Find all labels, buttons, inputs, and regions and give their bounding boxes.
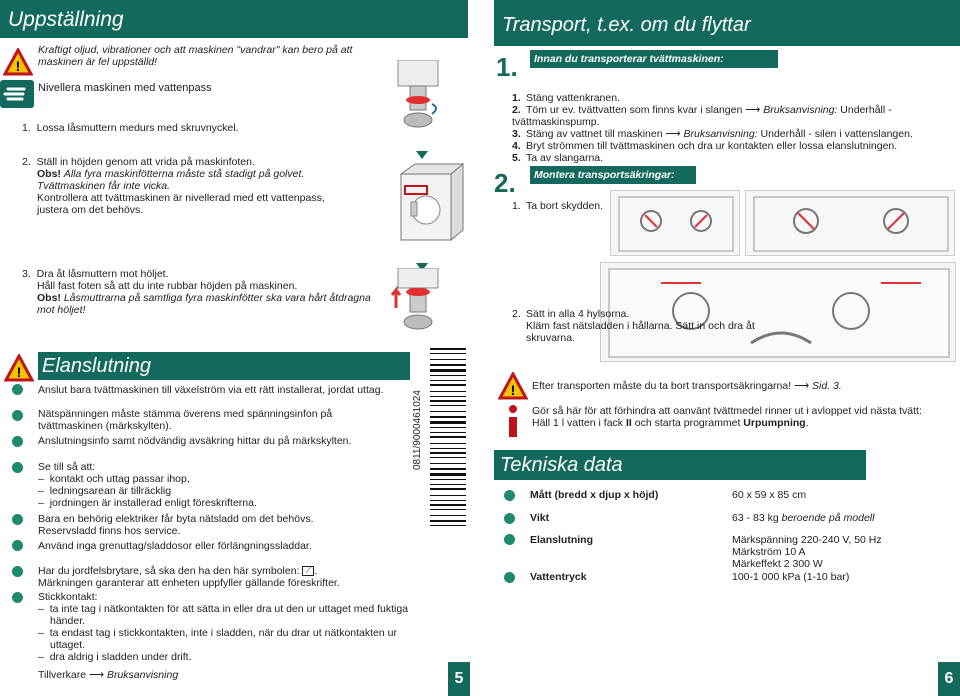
elec-item-2: Nätspänningen måste stämma överens med spänningsinfon på tvättmaskinen (märkskylten). [38,408,333,432]
elec-item-3: Anslutningsinfo samt nödvändig avsäkring hittar du på märkskylten. [38,435,352,447]
tech-value: 60 x 59 x 85 cm [732,489,807,501]
section-number: 1. [496,52,518,82]
bullet-dot [12,410,23,421]
elec-item-5: Bara en behörig elektriker får byta nätsladd om det behövs. Reservsladd finns hos service. [38,513,314,537]
tech-value: 63 - 83 kg beroende på modell [732,512,875,524]
info-text: Gör så här för att förhindra att oanvänt tvättmedel rinner ut i avloppet vid nästa tvätt: Häll 1 l vatten i fack II och starta programmet Urpumpning. [532,405,922,429]
section-title: Innan du transporterar tvättmaskinen: [534,53,724,65]
tech-title-bar [494,450,866,480]
tech-title: Tekniska data [500,454,623,476]
elec-item-4: Se till så att: – kontakt och uttag passar ihop, – ledningsarean är tillräcklig – jordningen är installerad enligt föreskrifterna. [38,461,257,509]
bullet-dot [12,540,23,551]
arrow-right-icon: ⟶ [665,128,681,140]
section-title-bar [530,166,696,184]
info-icon [504,404,522,438]
elec-title-bar [38,352,410,380]
arrow-right-icon: ⟶ [88,669,105,681]
section-title-bar [530,50,778,68]
page-number: 5 [454,670,464,687]
warning-icon [4,354,34,382]
tech-value: Märkspänning 220-240 V, 50 Hz Märkström 10 A Märkeffekt 2 300 W [732,534,882,570]
foot-illustration-1 [388,60,448,140]
washer-illustration [395,158,465,246]
page-number-box [448,662,470,696]
bullet-dot [12,384,23,395]
tech-value: 100-1 000 kPa (1-10 bar) [732,571,850,583]
tech-key: Vattentryck [530,571,587,583]
elec-item-8: Stickkontakt: – ta inte tag i nätkontakten för att sätta in eller dra ut den ur uttaget med fuktiga händer. – ta endast tag i stickkontakten, inte i sladden, när du drar ut nätkontakten ur uttaget. – dra aldrig i sladden under drift. [38,591,409,663]
title-bar-transport [494,0,960,46]
bullet-dot [504,490,515,501]
steps-list: 1. Stäng vattenkranen. 2. Töm ur ev. tvättvatten som finns kvar i slangen ⟶ Bruksanvisning: Underhåll - tvättmaskinspump. 3. Stäng av vattnet till maskinen ⟶ Bruksanvisning: Underhåll - silen i vattenslangen. 4. Bryt strömmen till tvättmaskinen och dra ur kontakten eller lossa elanslutningen. 5. Ta av slangarna. [512,92,913,164]
svg-text:!: ! [15,58,21,74]
elec-item-7: Har du jordfelsbrytare, så ska den ha den här symbolen: ⟋ . Märkningen garanterar att enheten uppfyller gällande föreskrifter. [38,565,340,589]
barcode-number: 0811/9000461024 [412,390,423,470]
arrow-down-icon [416,146,428,154]
warning-icon [498,372,528,400]
bullet-dot [12,462,23,473]
sub-step-1: 1. Ta bort skydden. [512,200,604,212]
tech-key: Mått (bredd x djup x höjd) [530,489,659,501]
page-number: 6 [944,670,954,687]
tech-key: Vikt [530,512,550,524]
bullet-dot [504,572,515,583]
barcode [430,348,466,526]
arrow-down-icon [416,258,428,266]
section-title: Montera transportsäkringar: [534,169,675,181]
elec-title: Elanslutning [42,355,151,377]
rcd-symbol-icon: ⟋ [302,566,314,576]
elec-item-1: Anslut bara tvättmaskinen till växelström via ett rätt installerat, jordat uttag. [38,384,384,396]
page-title: Uppställning [8,8,124,31]
step3: 3. Dra åt låsmuttern mot höljet. Håll fast foten så att du inte rubbar höjden på maskinen. Obs! Låsmuttrarna på samtliga fyra maskinfötter ska vara hårt åtdragna mot höljet! [22,268,371,316]
transport-illustration-2 [745,190,955,256]
bullet-dot [504,534,515,545]
bullet-dot [504,513,515,524]
after-transport-warning: Efter transporten måste du ta bort transportsäkringarna! ⟶ Sid. 3. [532,380,842,392]
hand-icon [0,80,34,108]
bullet-dot [12,592,23,603]
sub-step-2: 2. Sätt in alla 4 hylsorna. Kläm fast nätsladden i hållarna. Sätt in och dra åt skruvarna. [512,308,755,344]
bullet-dot [12,436,23,447]
svg-text:!: ! [510,382,516,398]
warning-text: Kraftigt oljud, vibrationer och att maskinen "vandrar" kan bero på att maskinen är fel uppställd! [38,44,353,68]
svg-text:!: ! [16,364,22,380]
bullet-dot [12,566,23,577]
step2: 2. Ställ in höjden genom att vrida på maskinfoten. Obs! Alla fyra maskinfötterna måste stå stadigt på golvet. Tvättmaskinen får inte vicka. Kontrollera att tvättmaskinen är nivellerad med ett vattenpass, justera om det behövs. [22,156,325,216]
warning-icon [3,48,33,76]
leveling-title: Nivellera maskinen med vattenpass [38,82,212,94]
bullet-dot [12,514,23,525]
step1: 1. Lossa låsmuttern medurs med skruvnyckel. [22,122,239,134]
arrow-right-icon: ⟶ [794,380,810,392]
tech-key: Elanslutning [530,534,593,546]
title-bar-uppstallning [0,0,468,38]
transport-illustration-1 [610,190,740,256]
arrow-right-icon: ⟶ [745,104,761,116]
page-number-box [938,662,960,696]
section-number: 2. [494,168,516,198]
page-title: Transport, t.ex. om du flyttar [502,14,751,36]
accessory-line: Tillverkare ⟶ Bruksanvisning [38,669,179,681]
foot-illustration-2 [388,268,448,338]
elec-item-6: Använd inga grenuttag/sladdosor eller förlängningssladdar. [38,540,312,552]
